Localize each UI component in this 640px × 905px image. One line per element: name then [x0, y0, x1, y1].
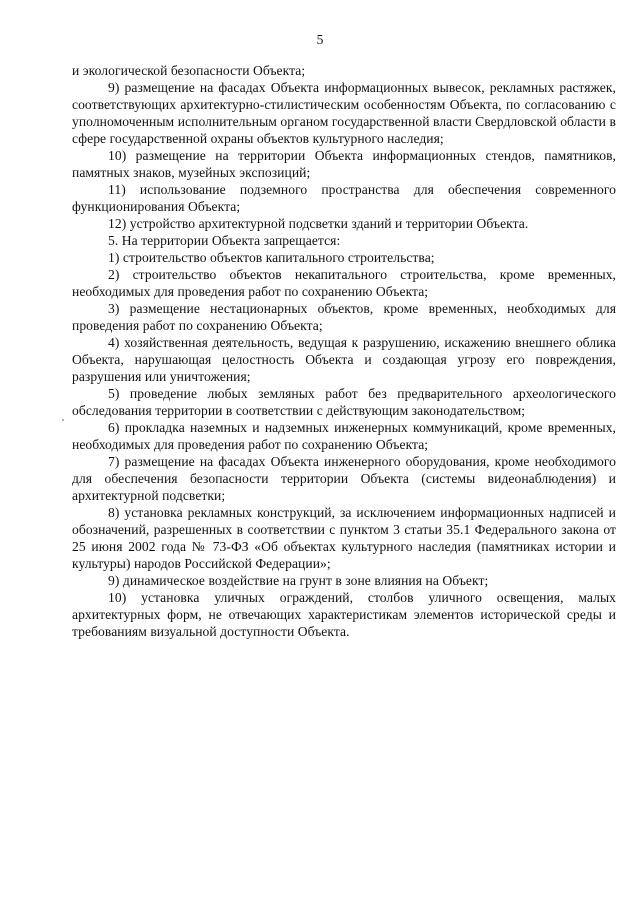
document-body — [72, 62, 616, 640]
scan-artifact-dot — [62, 419, 64, 421]
paragraph-item-12-allowed: 12) устройство архитектурной подсветки зданий и территории Объекта. — [108, 216, 529, 231]
paragraph-prohibited-3: 3) размещение нестационарных объектов, кроме временных, необходимых для проведения работ по сохранению Объекта; — [72, 301, 616, 333]
page-number: 5 — [316, 32, 324, 47]
paragraph-prohibited-9: 9) динамическое воздействие на грунт в зоне влияния на Объект; — [108, 573, 489, 588]
paragraph-prohibited-4: 4) хозяйственная деятельность, ведущая к разрушению, искажению внешнего облика Объекта, нарушающая целостность Объекта и создающая угрозу его повреждения, разрушения или уничтожения; — [72, 335, 616, 384]
paragraph-continuation: и экологической безопасности Объекта; — [72, 63, 306, 78]
paragraph-prohibited-2: 2) строительство объектов некапитального строительства, кроме временных, необходимых для проведения работ по сохранению Объекта; — [72, 267, 616, 299]
paragraph-item-11-allowed: 11) использование подземного пространства для обеспечения современного функционирования Объекта; — [72, 182, 616, 214]
paragraph-item-9-allowed: 9) размещение на фасадах Объекта информационных вывесок, рекламных растяжек, соответствующих архитектурно-стилистическим особенностям Объекта, по согласованию с уполномоченным исполнительным органом государственной власти Свердловской области в сфере государственной охраны объектов культурного наследия; — [72, 80, 616, 146]
paragraph-item-10-allowed: 10) размещение на территории Объекта информационных стендов, памятников, памятных знаков, музейных экспозиций; — [72, 148, 616, 180]
paragraph-section-5-heading: 5. На территории Объекта запрещается: — [108, 233, 341, 248]
paragraph-prohibited-8: 8) установка рекламных конструкций, за исключением информационных надписей и обозначений, разрешенных в соответствии с пунктом 3 статьи 35.1 Федерального закона от 25 июня 2002 года № 73-ФЗ «Об объектах культурного наследия (памятниках истории и культуры) народов Российской Федерации»; — [72, 505, 616, 571]
paragraph-prohibited-5: 5) проведение любых земляных работ без предварительного археологического обследования территории в соответствии с действующим законодательством; — [72, 386, 616, 418]
paragraph-prohibited-1: 1) строительство объектов капитального строительства; — [108, 250, 435, 265]
paragraph-prohibited-7: 7) размещение на фасадах Объекта инженерного оборудования, кроме необходимого для обеспечения безопасности территории Объекта (системы видеонаблюдения) и архитектурной подсветки; — [72, 454, 616, 503]
paragraph-prohibited-10: 10) установка уличных ограждений, столбов уличного освещения, малых архитектурных форм, не отвечающих характеристикам элементов исторической среды и требованиям визуальной доступности Объекта. — [72, 590, 616, 639]
paragraph-prohibited-6: 6) прокладка наземных и надземных инженерных коммуникаций, кроме временных, необходимых для проведения работ по сохранению Объекта; — [72, 420, 616, 452]
